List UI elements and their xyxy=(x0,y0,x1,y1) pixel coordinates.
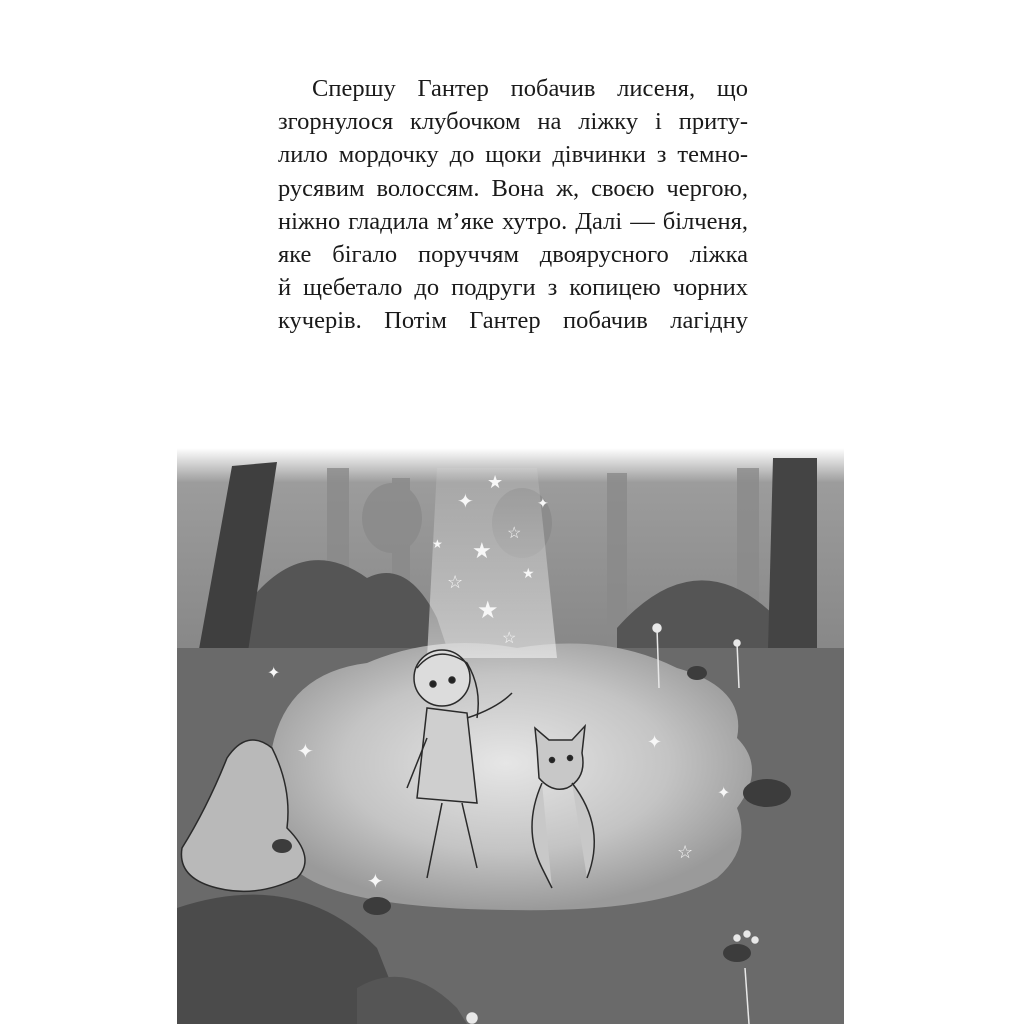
svg-text:☆: ☆ xyxy=(502,630,517,647)
svg-text:✦: ✦ xyxy=(457,491,474,513)
svg-text:✦: ✦ xyxy=(297,741,314,763)
text-line: лило мордочку до щоки дівчинки з темно- xyxy=(278,141,748,169)
text-line: кучерів. Потім Гантер побачив лагідну xyxy=(278,307,748,335)
svg-text:☆: ☆ xyxy=(447,572,464,592)
svg-text:✦: ✦ xyxy=(367,871,384,893)
forest-illustration xyxy=(177,448,844,1024)
text-line: згорнулося клубочком на ліжку і приту- xyxy=(278,108,748,136)
text-line: ніжно гладила м’яке хутро. Далі — білченя, xyxy=(278,207,748,235)
text-line: Спершу Гантер побачив лисеня, що xyxy=(312,75,748,102)
svg-text:★: ★ xyxy=(432,537,443,551)
svg-text:★: ★ xyxy=(472,538,492,563)
text-line: яке бігало поруччям двоярусного ліжка xyxy=(278,240,748,268)
svg-text:☆: ☆ xyxy=(677,842,694,862)
svg-text:★: ★ xyxy=(487,472,504,492)
svg-text:★: ★ xyxy=(477,598,499,624)
text-line: русявим волоссям. Вона ж, своєю чергою, xyxy=(278,174,748,202)
paragraph xyxy=(278,72,748,338)
svg-text:✦: ✦ xyxy=(537,497,549,512)
svg-text:✦: ✦ xyxy=(647,732,663,752)
svg-text:✦: ✦ xyxy=(267,665,281,682)
svg-text:★: ★ xyxy=(522,567,535,582)
glowing-clearing xyxy=(260,643,753,910)
text-line: й щебетало до подруги з копицею чорних xyxy=(278,274,748,302)
svg-text:☆: ☆ xyxy=(507,525,522,542)
svg-text:✦: ✦ xyxy=(717,785,731,802)
